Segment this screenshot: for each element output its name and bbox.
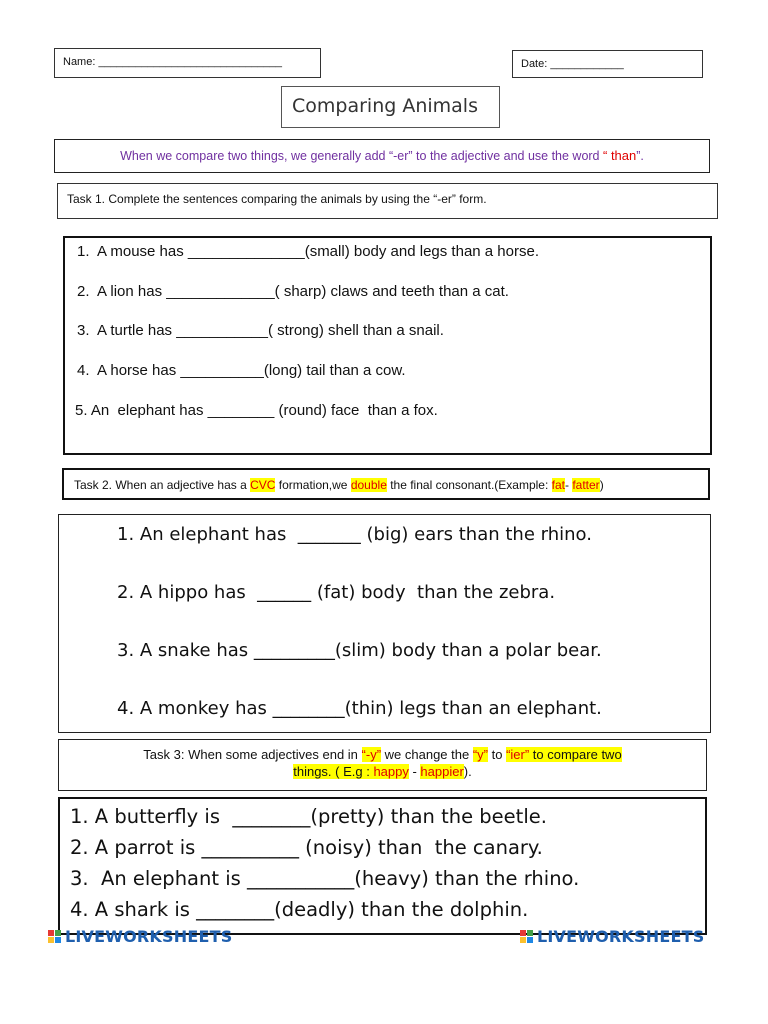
task2-sentence-list: [58, 514, 711, 733]
intro-note: [54, 139, 710, 173]
task3-text: we change the: [381, 747, 473, 762]
task3-text: -: [408, 764, 421, 779]
task3-sentence-2: 2. A parrot is __________ (noisy) than the canary.: [70, 836, 543, 859]
example-fat: fat: [551, 478, 565, 492]
task2-text: ): [599, 478, 604, 492]
name-label: Name: ______________________________: [63, 56, 282, 68]
task3-sentence-4: 4. A shark is ________(deadly) than the dolphin.: [70, 898, 529, 921]
task3-instruction: [58, 739, 707, 791]
task1-instruction-text: Task 1. Complete the sentences comparing the animals by using the “-er” form.: [67, 192, 487, 206]
page-title: Comparing Animals: [292, 95, 478, 117]
double-highlight: double: [350, 478, 387, 492]
task3-sentence-3: 3. An elephant is ___________(heavy) than the rhino.: [70, 867, 580, 890]
task3-text: things. ( E.g :: [293, 764, 374, 779]
task3-text: Task 3: When some adjectives end in: [143, 747, 362, 762]
task1-sentence-3: 3. A turtle has ___________( strong) shell than a snail.: [77, 322, 444, 339]
task1-sentence-list: [63, 236, 712, 455]
y-ending-highlight: “-y”: [361, 747, 382, 762]
y-highlight: “y”: [472, 747, 488, 762]
ier-highlight: “ier”: [506, 747, 530, 762]
task3-text: to: [488, 747, 507, 762]
task1-instruction: [57, 183, 718, 219]
task1-sentence-4: 4. A horse has __________(long) tail than a cow.: [77, 362, 406, 379]
task1-sentence-5: 5. An elephant has ________ (round) face than a fox.: [75, 402, 438, 419]
liveworksheets-logo-right: [520, 927, 704, 946]
task2-text: formation,we: [275, 478, 351, 492]
task3-text: to compare two: [529, 747, 622, 762]
task1-sentence-1: 1. A mouse has ______________(small) body and legs than a horse.: [77, 243, 539, 260]
task3-sentence-list: [58, 797, 707, 935]
task3-text: ).: [463, 764, 472, 779]
task3-sentence-1: 1. A butterfly is ________(pretty) than the beetle.: [70, 805, 547, 828]
example-happy: happy: [373, 764, 409, 779]
task2-sentence-4: 4. A monkey has ________(thin) legs than an elephant.: [117, 698, 602, 719]
task1-sentence-2: 2. A lion has _____________( sharp) claws and teeth than a cat.: [77, 283, 509, 300]
liveworksheets-icon: [520, 930, 534, 944]
intro-text-end: ”.: [636, 149, 644, 163]
intro-than-word: “ than: [603, 148, 637, 163]
name-field[interactable]: [54, 48, 321, 78]
liveworksheets-icon: [48, 930, 62, 944]
brand-text: LIVEWORKSHEETS: [537, 927, 705, 946]
example-happier: happier: [420, 764, 464, 779]
task2-text: -: [564, 478, 573, 492]
task2-sentence-1: 1. An elephant has _______ (big) ears than the rhino.: [117, 524, 592, 545]
worksheet-title: [281, 86, 500, 128]
task2-text: the final consonant.(Example:: [386, 478, 552, 492]
task2-instruction: [62, 468, 710, 500]
task2-sentence-3: 3. A snake has _________(slim) body than a polar bear.: [117, 640, 602, 661]
liveworksheets-logo-left: [48, 927, 232, 946]
date-field[interactable]: [512, 50, 703, 78]
cvc-highlight: CVC: [250, 478, 276, 492]
brand-text: LIVEWORKSHEETS: [65, 927, 233, 946]
date-label: Date: ____________: [521, 58, 624, 70]
task2-text: Task 2. When an adjective has a: [74, 478, 251, 492]
task2-sentence-2: 2. A hippo has ______ (fat) body than the zebra.: [117, 582, 556, 603]
intro-text: When we compare two things, we generally add “-er” to the adjective and use the word: [120, 149, 603, 163]
example-fatter: fatter: [572, 478, 600, 492]
